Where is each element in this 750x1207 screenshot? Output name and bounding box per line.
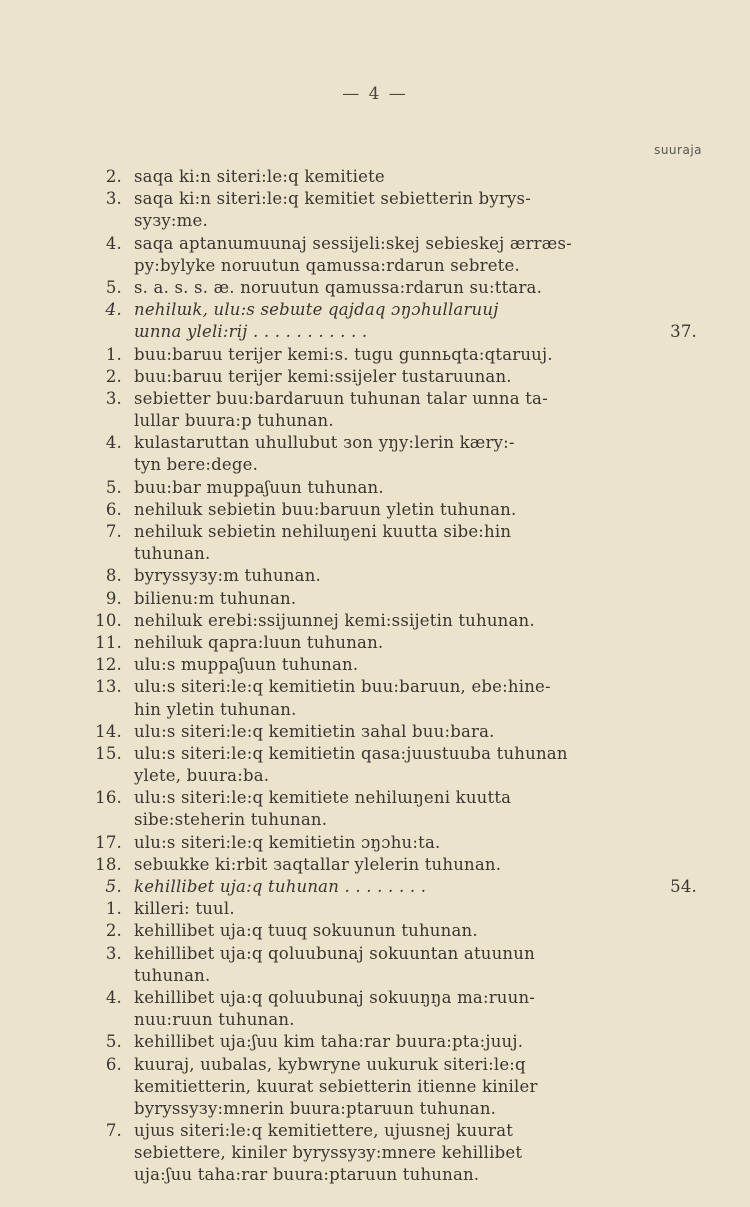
- item-text: buu:baruu terijer kemi:s. tugu gunnьqta:qtaruuj.: [134, 344, 553, 364]
- item-text: nehilɯk, ulu:s sebɯte qajdaq ɔŋɔhullaruuj: [134, 300, 499, 320]
- item-text: syзy:me.: [134, 211, 208, 231]
- item-number: 11.: [95, 632, 122, 652]
- item-number: 15.: [95, 743, 122, 763]
- list-item: [0, 565, 750, 587]
- list-item: [0, 1009, 750, 1031]
- list-item: [0, 366, 750, 388]
- item-text: tuhunan.: [134, 544, 211, 564]
- item-text: saqa ki:n siteri:le:q kemitiete: [134, 167, 385, 186]
- item-text: nehilɯk erebi:ssijɯnnej kemi:ssijetin tuhunan.: [134, 610, 535, 630]
- item-number: 17.: [95, 832, 122, 852]
- item-number: 4.: [105, 233, 122, 253]
- item-number: 3.: [105, 388, 122, 408]
- item-text: sibe:steherin tuhunan.: [134, 810, 328, 830]
- list-item: [0, 654, 750, 676]
- list-item: [0, 388, 750, 410]
- item-number: 5.: [105, 877, 122, 897]
- item-text: ujɯs siteri:le:q kemitiettere, ujɯsnej kuurat: [134, 1121, 514, 1141]
- item-text: saqa aptanɯmuunaj sessijeli:skej sebieskej ærræs-: [134, 233, 572, 253]
- item-text: killeri: tuul.: [134, 899, 235, 919]
- item-text: buu:bar muppaʃuun tuhunan.: [134, 477, 384, 497]
- item-text: nehilɯk sebietin buu:baruun yletin tuhunan.: [134, 499, 517, 519]
- item-number: 5.: [105, 277, 122, 297]
- list-item: [0, 632, 750, 654]
- item-number: 8.: [105, 566, 122, 586]
- item-text: tyn bere:dege.: [134, 455, 259, 475]
- item-number: 5.: [105, 477, 122, 497]
- item-text: byryssyзy:m tuhunan.: [134, 566, 321, 586]
- list-item: [0, 765, 750, 787]
- item-number: 2.: [105, 366, 122, 386]
- item-text: kehillibet uja:q qoluubunaj sokuuntan atuunun: [134, 943, 535, 963]
- item-text: hin yletin tuhunan.: [134, 699, 297, 719]
- item-text: ulu:s siteri:le:q kemitiete nehilɯŋeni kuutta: [134, 788, 512, 808]
- table-of-contents: [0, 166, 750, 1187]
- item-text: kehillibet uja:q qoluubunaj sokuuŋŋa ma:ruun-: [134, 987, 536, 1007]
- list-item: [0, 543, 750, 565]
- corner-note: suuraja: [654, 143, 702, 157]
- item-text: ylete, buura:ba.: [134, 766, 270, 786]
- item-number: 5.: [105, 1032, 122, 1052]
- list-item: [0, 1120, 750, 1142]
- list-item: [0, 210, 750, 232]
- list-item: [0, 255, 750, 277]
- item-number: 1.: [105, 344, 122, 364]
- item-number: 12.: [95, 655, 122, 675]
- item-text: sebiettere, kiniler byryssyзy:mnere kehillibet: [134, 1143, 523, 1163]
- item-text: saqa ki:n siteri:le:q kemitiet sebietterin byrys-: [134, 189, 531, 209]
- item-number: 3.: [105, 189, 122, 209]
- item-number: 4.: [105, 433, 122, 453]
- item-number: 7.: [105, 522, 122, 541]
- list-item: [0, 588, 750, 610]
- item-text: lullar buura:p tuhunan.: [134, 411, 334, 431]
- list-item: [0, 344, 750, 366]
- list-item: [0, 1098, 750, 1120]
- item-number: 4.: [105, 987, 122, 1007]
- list-item: [0, 854, 750, 876]
- list-item: [0, 965, 750, 987]
- list-item: [0, 721, 750, 743]
- list-item: [0, 166, 750, 188]
- item-number: 1.: [105, 899, 122, 919]
- list-item: [0, 832, 750, 854]
- item-number: 4.: [105, 300, 122, 321]
- item-text: bilienu:m tuhunan.: [134, 588, 297, 608]
- list-item: [0, 676, 750, 698]
- item-text: py:bylyke noruutun qamussa:rdarun sebrete.: [134, 255, 520, 275]
- list-item: [0, 699, 750, 721]
- page-number: — 4 —: [342, 84, 408, 104]
- item-text: buu:baruu terijer kemi:ssijeler tustaruunan.: [134, 366, 512, 386]
- list-item: [0, 499, 750, 521]
- item-number: 13.: [95, 677, 122, 697]
- section-heading-line: [0, 321, 750, 343]
- list-item: [0, 787, 750, 809]
- page-reference: 54.: [670, 877, 697, 896]
- list-item: [0, 987, 750, 1009]
- list-item: [0, 188, 750, 210]
- item-text: kulastaruttan uhullubut зon yŋy:lerin kæry:-: [134, 433, 515, 453]
- item-text: ulu:s siteri:le:q kemitietin зahal buu:bara.: [134, 721, 495, 741]
- item-text: ɯnna ylelі:rij . . . . . . . . . . .: [134, 322, 368, 342]
- list-item: [0, 943, 750, 965]
- list-item: [0, 1076, 750, 1098]
- item-number: 2.: [105, 167, 122, 186]
- item-text: ulu:s siteri:le:q kemitietin ɔŋɔhu:ta.: [134, 832, 441, 852]
- item-text: uja:ʃuu taha:rar buura:ptaruun tuhunan.: [134, 1165, 480, 1185]
- item-number: 6.: [105, 1054, 122, 1074]
- item-number: 18.: [95, 854, 122, 874]
- list-item: [0, 1054, 750, 1076]
- item-number: 2.: [105, 921, 122, 941]
- list-item: [0, 432, 750, 454]
- section-heading-line: [0, 876, 750, 898]
- item-text: nuu:ruun tuhunan.: [134, 1010, 295, 1030]
- list-item: [0, 454, 750, 476]
- item-number: 9.: [105, 588, 122, 608]
- item-text: kemitietterin, kuurat sebietterin itienne kiniler: [134, 1076, 538, 1096]
- list-item: [0, 410, 750, 432]
- list-item: [0, 1031, 750, 1053]
- item-text: ulu:s siteri:le:q kemitietin buu:baruun, ebe:hine-: [134, 677, 551, 697]
- list-item: [0, 920, 750, 942]
- item-text: sebietter buu:bardaruun tuhunan talar ɯnna ta-: [134, 388, 548, 408]
- item-text: kehillibet uja:q tuhunan . . . . . . . .: [134, 877, 427, 896]
- list-item: [0, 277, 750, 299]
- item-number: 3.: [105, 943, 122, 963]
- list-item: [0, 1142, 750, 1164]
- item-text: tuhunan.: [134, 965, 211, 985]
- list-item: [0, 743, 750, 765]
- item-text: ulu:s muppaʃuun tuhunan.: [134, 655, 359, 675]
- item-number: 16.: [95, 788, 122, 808]
- list-item: [0, 477, 750, 499]
- item-number: 6.: [105, 499, 122, 519]
- list-item: [0, 809, 750, 831]
- list-item: [0, 233, 750, 255]
- item-number: 14.: [95, 721, 122, 741]
- section-heading-line: [0, 299, 750, 321]
- item-text: kehillibet uja:q tuuq sokuunun tuhunan.: [134, 921, 478, 941]
- item-text: nehilɯk sebietin nehilɯŋeni kuutta sibe:hin: [134, 522, 512, 541]
- list-item: [0, 898, 750, 920]
- item-number: 7.: [105, 1121, 122, 1141]
- page-reference: 37.: [670, 322, 697, 342]
- list-item: [0, 1164, 750, 1186]
- list-item: [0, 521, 750, 543]
- item-text: s. a. s. s. æ. noruutun qamussa:rdarun su:ttara.: [134, 277, 543, 297]
- item-text: ulu:s siteri:le:q kemitietin qasa:juustuuba tuhunan: [134, 743, 568, 763]
- item-text: byryssyзy:mnerin buura:ptaruun tuhunan.: [134, 1098, 497, 1118]
- item-text: kehillibet uja:ʃuu kim taha:rar buura:pta:juuj.: [134, 1032, 524, 1052]
- list-item: [0, 610, 750, 632]
- item-text: sebɯkke ki:rbit зaqtallar ylelerin tuhunan.: [134, 854, 502, 874]
- item-text: kuuraj, uubalas, kybwryne uukuruk siteri:le:q: [134, 1054, 526, 1074]
- item-number: 10.: [95, 610, 122, 630]
- item-text: nehilɯk qapra:luun tuhunan.: [134, 632, 384, 652]
